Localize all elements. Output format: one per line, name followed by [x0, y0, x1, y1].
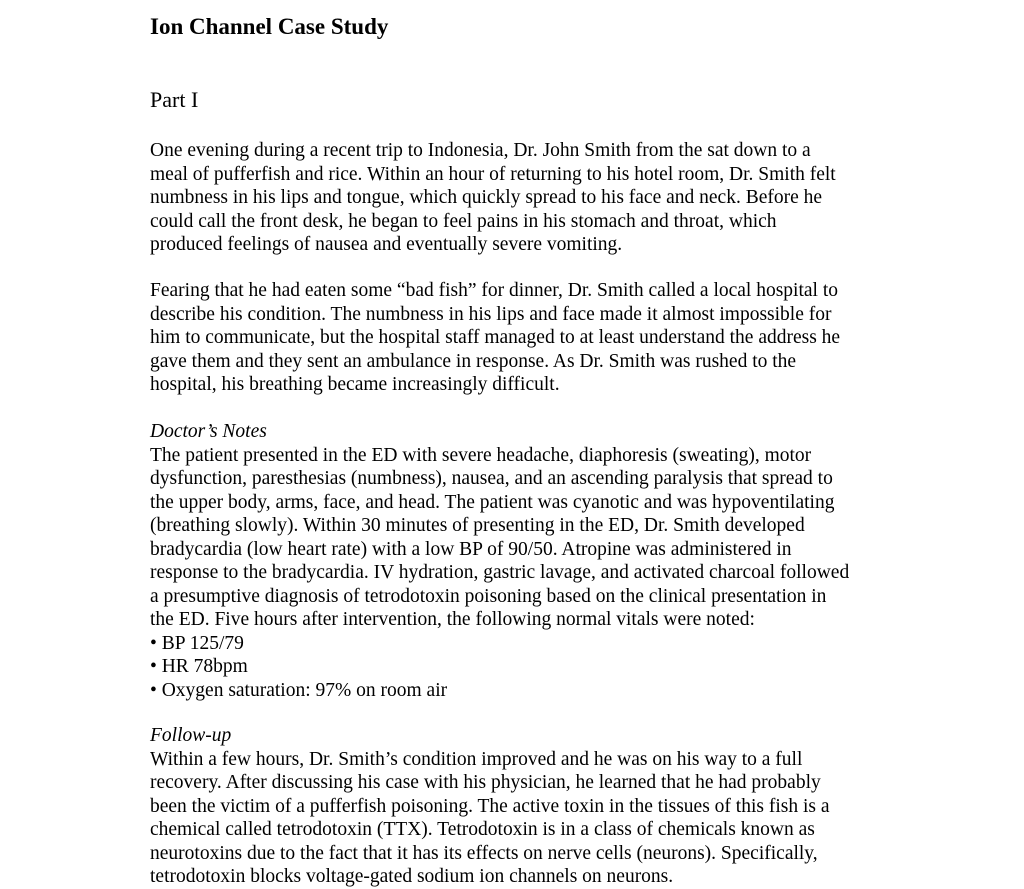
paragraph-intro — [150, 139, 890, 257]
vitals-item: • HR 78bpm — [150, 656, 248, 677]
text-line: Fearing that he had eaten some “bad fish” for dinner, Dr. Smith called a local hospital to — [150, 280, 839, 301]
text-line: meal of pufferfish and rice. Within an hour of returning to his hotel room, Dr. Smith felt — [150, 163, 836, 185]
text-line: (breathing slowly). Within 30 minutes of presenting in the ED, Dr. Smith developed — [150, 515, 805, 536]
text-line: response to the bradycardia. IV hydration, gastric lavage, and activated charcoal followed — [150, 562, 850, 583]
text-line: could call the front desk, he began to feel pains in his stomach and throat, which — [150, 210, 777, 232]
vitals-item: • BP 125/79 — [150, 632, 244, 654]
part-heading: Part I — [150, 87, 199, 112]
doctors-notes-heading: Doctor’s Notes — [150, 421, 267, 442]
text-line: gave them and they sent an ambulance in response. As Dr. Smith was rushed to the — [150, 350, 797, 372]
text-line: tetrodotoxin blocks voltage-gated sodium ion channels on neurons. — [150, 866, 674, 887]
follow-up-section — [150, 724, 890, 889]
text-line: The patient presented in the ED with severe headache, diaphoresis (sweating), motor — [150, 444, 812, 466]
paragraph-hospital — [150, 279, 890, 397]
text-line: chemical called tetrodotoxin (TTX). Tetrodotoxin is in a class of chemicals known as — [150, 819, 815, 840]
follow-up-heading: Follow-up — [150, 725, 232, 746]
text-line: hospital, his breathing became increasingly difficult. — [150, 374, 560, 395]
text-line: the upper body, arms, face, and head. The patient was cyanotic and was hypoventilating — [150, 491, 835, 513]
vitals-item: • Oxygen saturation: 97% on room air — [150, 679, 448, 701]
text-line: dysfunction, paresthesias (numbness), nausea, and an ascending paralysis that spread to — [150, 468, 833, 489]
text-line: the ED. Five hours after intervention, the following normal vitals were noted: — [150, 609, 755, 630]
text-line: him to communicate, but the hospital staff managed to at least understand the address he — [150, 327, 841, 348]
text-line: been the victim of a pufferfish poisoning. The active toxin in the tissues of this fish is a — [150, 795, 830, 817]
text-line: describe his condition. The numbness in his lips and face made it almost impossible for — [150, 303, 832, 325]
doctors-notes-section — [150, 420, 890, 702]
text-line: One evening during a recent trip to Indonesia, Dr. John Smith from the sat down to a — [150, 140, 811, 161]
text-line: a presumptive diagnosis of tetrodotoxin poisoning based on the clinical presentation in — [150, 585, 827, 607]
text-line: bradycardia (low heart rate) with a low BP of 90/50. Atropine was administered in — [150, 538, 792, 560]
text-line: numbness in his lips and tongue, which quickly spread to his face and neck. Before he — [150, 187, 823, 208]
text-line: Within a few hours, Dr. Smith’s condition improved and he was on his way to a full — [150, 748, 803, 770]
document-title: Ion Channel Case Study — [150, 14, 389, 39]
text-line: neurotoxins due to the fact that it has its effects on nerve cells (neurons). Specifically, — [150, 842, 818, 864]
text-line: recovery. After discussing his case with his physician, he learned that he had probably — [150, 772, 821, 793]
text-line: produced feelings of nausea and eventually severe vomiting. — [150, 234, 623, 255]
